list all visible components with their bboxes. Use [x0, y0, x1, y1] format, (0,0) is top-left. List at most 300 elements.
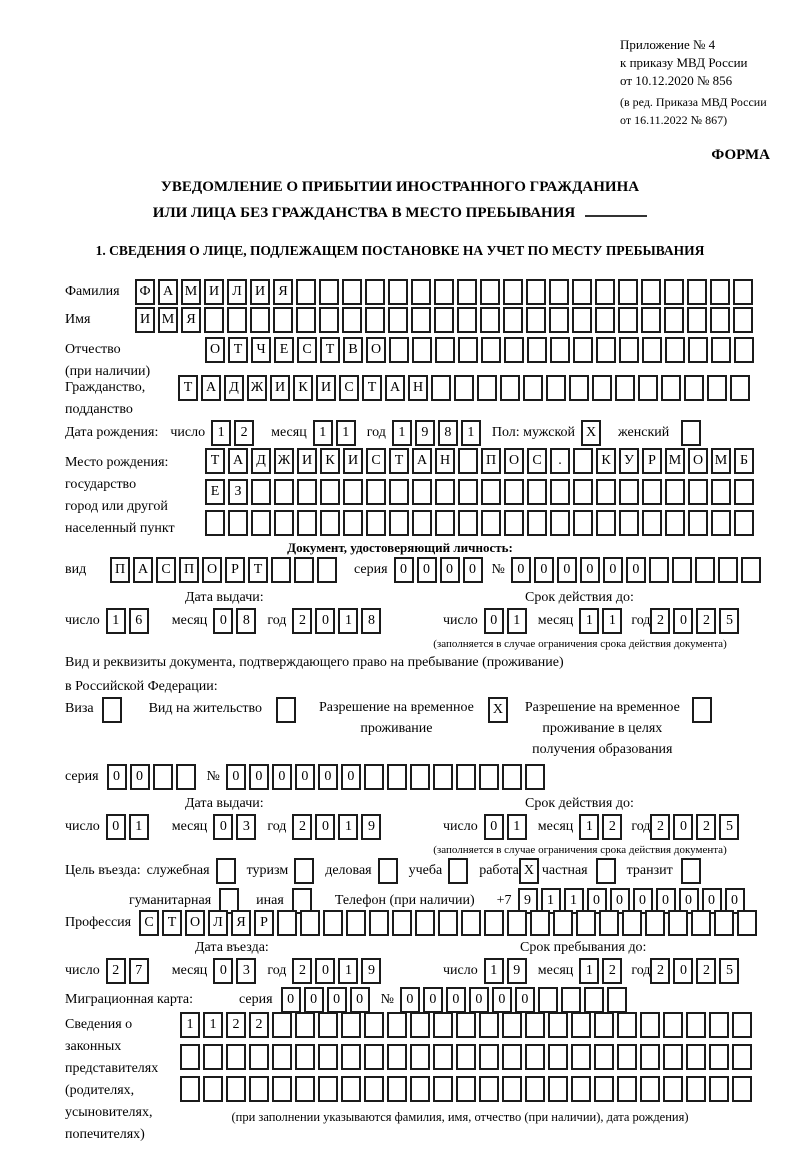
form-cell[interactable]: А	[412, 448, 432, 474]
form-cell[interactable]	[527, 479, 547, 505]
form-cell[interactable]	[203, 1076, 223, 1102]
form-cell[interactable]: 0	[633, 888, 653, 914]
form-cell[interactable]	[619, 337, 639, 363]
form-cell[interactable]: О	[366, 337, 386, 363]
form-cell[interactable]: 2	[292, 814, 312, 840]
form-cell[interactable]	[341, 1076, 361, 1102]
form-cell[interactable]	[457, 307, 477, 333]
form-cell[interactable]	[435, 479, 455, 505]
form-cell[interactable]	[641, 279, 661, 305]
form-cell[interactable]: 1	[392, 420, 412, 446]
form-cell[interactable]	[734, 479, 754, 505]
form-cell[interactable]	[415, 910, 435, 936]
form-cell[interactable]: 0	[725, 888, 745, 914]
form-cell[interactable]	[365, 307, 385, 333]
form-cell[interactable]	[645, 910, 665, 936]
form-cell[interactable]	[458, 479, 478, 505]
form-cell[interactable]: О	[688, 448, 708, 474]
form-cell[interactable]: А	[385, 375, 405, 401]
form-cell[interactable]	[364, 764, 384, 790]
form-cell[interactable]	[300, 910, 320, 936]
form-cell[interactable]	[548, 1076, 568, 1102]
form-cell[interactable]	[573, 479, 593, 505]
form-cell[interactable]	[710, 279, 730, 305]
form-cell[interactable]: 1	[484, 958, 504, 984]
form-cell[interactable]	[387, 1076, 407, 1102]
form-cell[interactable]	[454, 375, 474, 401]
form-cell[interactable]	[664, 307, 684, 333]
form-cell[interactable]	[341, 1012, 361, 1038]
form-cell[interactable]	[707, 375, 727, 401]
form-cell[interactable]: 0	[394, 557, 414, 583]
form-cell[interactable]	[640, 1076, 660, 1102]
form-cell[interactable]: С	[366, 448, 386, 474]
form-cell[interactable]: 0	[511, 557, 531, 583]
form-cell[interactable]: Л	[227, 279, 247, 305]
form-cell[interactable]	[594, 1076, 614, 1102]
form-cell[interactable]	[410, 764, 430, 790]
form-cell[interactable]: Д	[251, 448, 271, 474]
form-cell[interactable]: Т	[228, 337, 248, 363]
form-cell[interactable]: 1	[106, 608, 126, 634]
form-cell[interactable]	[546, 375, 566, 401]
form-cell[interactable]: 0	[626, 557, 646, 583]
form-cell[interactable]: 0	[281, 987, 301, 1013]
form-cell[interactable]: 0	[469, 987, 489, 1013]
form-cell[interactable]: У	[619, 448, 639, 474]
form-cell[interactable]	[378, 858, 398, 884]
form-cell[interactable]	[411, 307, 431, 333]
form-cell[interactable]	[364, 1044, 384, 1070]
form-cell[interactable]: 1	[579, 608, 599, 634]
form-cell[interactable]: С	[527, 448, 547, 474]
form-cell[interactable]: 0	[656, 888, 676, 914]
form-cell[interactable]: 8	[438, 420, 458, 446]
form-cell[interactable]: М	[158, 307, 178, 333]
form-cell[interactable]: С	[139, 910, 159, 936]
form-cell[interactable]: Т	[389, 448, 409, 474]
form-cell[interactable]	[205, 510, 225, 536]
form-cell[interactable]	[641, 307, 661, 333]
form-cell[interactable]: 1	[507, 814, 527, 840]
form-cell[interactable]	[226, 1044, 246, 1070]
form-cell[interactable]	[412, 337, 432, 363]
form-cell[interactable]: И	[135, 307, 155, 333]
form-cell[interactable]	[249, 1076, 269, 1102]
form-cell[interactable]	[618, 307, 638, 333]
form-cell[interactable]	[619, 479, 639, 505]
form-cell[interactable]	[272, 1076, 292, 1102]
form-cell[interactable]: И	[250, 279, 270, 305]
form-cell[interactable]: 1	[579, 958, 599, 984]
form-cell[interactable]: Д	[224, 375, 244, 401]
form-cell[interactable]	[663, 1012, 683, 1038]
form-cell[interactable]: 0	[610, 888, 630, 914]
form-cell[interactable]: Т	[248, 557, 268, 583]
form-cell[interactable]	[389, 479, 409, 505]
form-cell[interactable]: 0	[304, 987, 324, 1013]
form-cell[interactable]	[203, 1044, 223, 1070]
form-cell[interactable]: Я	[181, 307, 201, 333]
form-cell[interactable]	[410, 1012, 430, 1038]
form-cell[interactable]: 7	[129, 958, 149, 984]
form-cell[interactable]: 1	[313, 420, 333, 446]
form-cell[interactable]	[480, 279, 500, 305]
form-cell[interactable]	[548, 1044, 568, 1070]
form-cell[interactable]	[526, 307, 546, 333]
form-cell[interactable]	[592, 375, 612, 401]
form-cell[interactable]: Н	[435, 448, 455, 474]
form-cell[interactable]: М	[711, 448, 731, 474]
form-cell[interactable]	[484, 910, 504, 936]
form-cell[interactable]: Т	[162, 910, 182, 936]
form-cell[interactable]	[412, 479, 432, 505]
form-cell[interactable]: 2	[234, 420, 254, 446]
form-cell[interactable]: С	[156, 557, 176, 583]
form-cell[interactable]	[686, 1076, 706, 1102]
form-cell[interactable]	[640, 1044, 660, 1070]
form-cell[interactable]: А	[201, 375, 221, 401]
form-cell[interactable]: О	[504, 448, 524, 474]
form-cell[interactable]	[438, 910, 458, 936]
form-cell[interactable]: 0	[673, 608, 693, 634]
form-cell[interactable]	[433, 1076, 453, 1102]
form-cell[interactable]	[388, 307, 408, 333]
form-cell[interactable]	[737, 910, 757, 936]
form-cell[interactable]: В	[343, 337, 363, 363]
form-cell[interactable]	[642, 337, 662, 363]
form-cell[interactable]	[346, 910, 366, 936]
form-cell[interactable]: 1	[338, 814, 358, 840]
form-cell[interactable]: З	[228, 479, 248, 505]
form-cell[interactable]	[296, 279, 316, 305]
form-cell[interactable]	[549, 307, 569, 333]
form-cell[interactable]: 0	[213, 958, 233, 984]
form-cell[interactable]	[571, 1012, 591, 1038]
form-cell[interactable]	[458, 448, 478, 474]
form-cell[interactable]: Я	[231, 910, 251, 936]
form-cell[interactable]	[435, 510, 455, 536]
form-cell[interactable]	[507, 910, 527, 936]
form-cell[interactable]: К	[293, 375, 313, 401]
form-cell[interactable]: 0	[557, 557, 577, 583]
form-cell[interactable]	[102, 697, 122, 723]
form-cell[interactable]: 0	[587, 888, 607, 914]
form-cell[interactable]	[718, 557, 738, 583]
form-cell[interactable]	[525, 1044, 545, 1070]
form-cell[interactable]	[525, 1076, 545, 1102]
form-cell[interactable]	[734, 510, 754, 536]
form-cell[interactable]: А	[228, 448, 248, 474]
form-cell[interactable]	[458, 510, 478, 536]
form-cell[interactable]	[297, 479, 317, 505]
form-cell[interactable]: Т	[205, 448, 225, 474]
form-cell[interactable]: 0	[315, 608, 335, 634]
form-cell[interactable]	[456, 1044, 476, 1070]
form-cell[interactable]	[688, 337, 708, 363]
form-cell[interactable]	[686, 1044, 706, 1070]
form-cell[interactable]	[711, 337, 731, 363]
form-cell[interactable]	[319, 279, 339, 305]
form-cell[interactable]: И	[316, 375, 336, 401]
form-cell[interactable]	[572, 279, 592, 305]
form-cell[interactable]	[538, 987, 558, 1013]
form-cell[interactable]	[180, 1076, 200, 1102]
form-cell[interactable]	[228, 510, 248, 536]
form-cell[interactable]	[527, 337, 547, 363]
form-cell[interactable]	[433, 764, 453, 790]
form-cell[interactable]	[594, 1044, 614, 1070]
form-cell[interactable]	[594, 1012, 614, 1038]
form-cell[interactable]	[617, 1076, 637, 1102]
form-cell[interactable]	[665, 510, 685, 536]
form-cell[interactable]	[687, 279, 707, 305]
form-cell[interactable]: Ж	[247, 375, 267, 401]
form-cell[interactable]	[525, 764, 545, 790]
form-cell[interactable]	[502, 1076, 522, 1102]
form-cell[interactable]	[732, 1044, 752, 1070]
form-cell[interactable]	[549, 279, 569, 305]
form-cell[interactable]	[622, 910, 642, 936]
form-cell[interactable]	[434, 279, 454, 305]
form-cell[interactable]: 9	[415, 420, 435, 446]
form-cell[interactable]	[569, 375, 589, 401]
form-cell[interactable]	[681, 858, 701, 884]
form-cell[interactable]: 1	[564, 888, 584, 914]
form-cell[interactable]	[274, 510, 294, 536]
form-cell[interactable]	[323, 910, 343, 936]
form-cell[interactable]: 9	[518, 888, 538, 914]
form-cell[interactable]	[504, 479, 524, 505]
form-cell[interactable]	[318, 1044, 338, 1070]
form-cell[interactable]: П	[481, 448, 501, 474]
form-cell[interactable]	[550, 479, 570, 505]
form-cell[interactable]: Р	[225, 557, 245, 583]
form-cell[interactable]	[502, 1044, 522, 1070]
form-cell[interactable]	[458, 337, 478, 363]
form-cell[interactable]	[479, 764, 499, 790]
form-cell[interactable]: И	[297, 448, 317, 474]
form-cell[interactable]	[681, 420, 701, 446]
form-cell[interactable]	[596, 858, 616, 884]
form-cell[interactable]	[433, 1044, 453, 1070]
form-cell[interactable]: О	[205, 337, 225, 363]
form-cell[interactable]	[204, 307, 224, 333]
form-cell[interactable]	[410, 1076, 430, 1102]
form-cell[interactable]	[434, 307, 454, 333]
form-cell[interactable]: 0	[226, 764, 246, 790]
form-cell[interactable]: П	[179, 557, 199, 583]
form-cell[interactable]: 8	[361, 608, 381, 634]
form-cell[interactable]	[431, 375, 451, 401]
form-cell[interactable]: С	[297, 337, 317, 363]
form-cell[interactable]	[526, 279, 546, 305]
form-cell[interactable]	[317, 557, 337, 583]
form-cell[interactable]	[387, 764, 407, 790]
form-cell[interactable]	[530, 910, 550, 936]
form-cell[interactable]: 1	[211, 420, 231, 446]
form-cell[interactable]	[661, 375, 681, 401]
form-cell[interactable]: 0	[315, 814, 335, 840]
form-cell[interactable]	[251, 479, 271, 505]
form-cell[interactable]: 0	[249, 764, 269, 790]
form-cell[interactable]: 0	[213, 814, 233, 840]
form-cell[interactable]	[709, 1076, 729, 1102]
form-cell[interactable]	[435, 337, 455, 363]
form-cell[interactable]	[619, 510, 639, 536]
form-cell[interactable]: 1	[338, 958, 358, 984]
form-cell[interactable]	[649, 557, 669, 583]
form-cell[interactable]	[711, 510, 731, 536]
form-cell[interactable]: 2	[602, 958, 622, 984]
form-cell[interactable]	[295, 1044, 315, 1070]
form-cell[interactable]: 0	[107, 764, 127, 790]
form-cell[interactable]	[456, 1012, 476, 1038]
form-cell[interactable]	[553, 910, 573, 936]
form-cell[interactable]	[732, 1012, 752, 1038]
form-cell[interactable]	[584, 987, 604, 1013]
form-cell[interactable]	[711, 479, 731, 505]
form-cell[interactable]	[576, 910, 596, 936]
form-cell[interactable]	[319, 307, 339, 333]
form-cell[interactable]	[364, 1012, 384, 1038]
form-cell[interactable]: 0	[272, 764, 292, 790]
form-cell[interactable]: О	[202, 557, 222, 583]
form-cell[interactable]	[615, 375, 635, 401]
form-cell[interactable]	[479, 1044, 499, 1070]
form-cell[interactable]: 0	[318, 764, 338, 790]
form-cell[interactable]	[642, 479, 662, 505]
form-cell[interactable]: А	[133, 557, 153, 583]
form-cell[interactable]: Л	[208, 910, 228, 936]
form-cell[interactable]	[271, 557, 291, 583]
form-cell[interactable]: 0	[484, 814, 504, 840]
form-cell[interactable]	[320, 479, 340, 505]
form-cell[interactable]: 0	[515, 987, 535, 1013]
form-cell[interactable]: 0	[327, 987, 347, 1013]
form-cell[interactable]: .	[550, 448, 570, 474]
form-cell[interactable]	[388, 279, 408, 305]
form-cell[interactable]	[695, 557, 715, 583]
form-cell[interactable]: С	[339, 375, 359, 401]
form-cell[interactable]	[481, 337, 501, 363]
form-cell[interactable]	[277, 910, 297, 936]
form-cell[interactable]: 0	[341, 764, 361, 790]
form-cell[interactable]	[500, 375, 520, 401]
form-cell[interactable]	[595, 279, 615, 305]
form-cell[interactable]: Р	[642, 448, 662, 474]
form-cell[interactable]	[692, 697, 712, 723]
form-cell[interactable]	[709, 1044, 729, 1070]
form-cell[interactable]	[709, 1012, 729, 1038]
form-cell[interactable]	[249, 1044, 269, 1070]
form-cell[interactable]: 0	[315, 958, 335, 984]
form-cell[interactable]: 2	[226, 1012, 246, 1038]
form-cell[interactable]: 0	[295, 764, 315, 790]
form-cell[interactable]	[502, 1012, 522, 1038]
form-cell[interactable]: 1	[336, 420, 356, 446]
form-cell[interactable]	[343, 510, 363, 536]
form-cell[interactable]: 1	[129, 814, 149, 840]
form-cell[interactable]	[318, 1012, 338, 1038]
form-cell[interactable]: Е	[274, 337, 294, 363]
form-cell[interactable]	[573, 448, 593, 474]
form-cell[interactable]: 2	[696, 814, 716, 840]
form-cell[interactable]	[272, 1012, 292, 1038]
form-cell[interactable]: К	[320, 448, 340, 474]
form-cell[interactable]	[710, 307, 730, 333]
form-cell[interactable]	[433, 1012, 453, 1038]
form-cell[interactable]	[364, 1076, 384, 1102]
form-cell[interactable]	[176, 764, 196, 790]
form-cell[interactable]	[618, 279, 638, 305]
form-cell[interactable]	[741, 557, 761, 583]
form-cell[interactable]	[387, 1044, 407, 1070]
form-cell[interactable]: X	[519, 858, 539, 884]
form-cell[interactable]: 0	[534, 557, 554, 583]
form-cell[interactable]	[480, 307, 500, 333]
form-cell[interactable]: М	[665, 448, 685, 474]
form-cell[interactable]: 3	[236, 958, 256, 984]
form-cell[interactable]: 0	[446, 987, 466, 1013]
form-cell[interactable]	[389, 337, 409, 363]
form-cell[interactable]	[732, 1076, 752, 1102]
form-cell[interactable]	[296, 307, 316, 333]
form-cell[interactable]	[688, 510, 708, 536]
form-cell[interactable]: Т	[178, 375, 198, 401]
form-cell[interactable]: 0	[106, 814, 126, 840]
form-cell[interactable]: И	[270, 375, 290, 401]
form-cell[interactable]: 2	[650, 814, 670, 840]
form-cell[interactable]: Р	[254, 910, 274, 936]
form-cell[interactable]: 0	[417, 557, 437, 583]
form-cell[interactable]: Е	[205, 479, 225, 505]
form-cell[interactable]	[153, 764, 173, 790]
form-cell[interactable]	[410, 1044, 430, 1070]
form-cell[interactable]: 0	[213, 608, 233, 634]
form-cell[interactable]	[595, 307, 615, 333]
form-cell[interactable]	[638, 375, 658, 401]
form-cell[interactable]	[250, 307, 270, 333]
form-cell[interactable]: 1	[180, 1012, 200, 1038]
form-cell[interactable]: 1	[541, 888, 561, 914]
form-cell[interactable]	[479, 1076, 499, 1102]
form-cell[interactable]	[272, 1044, 292, 1070]
form-cell[interactable]	[411, 279, 431, 305]
form-cell[interactable]: 2	[696, 608, 716, 634]
form-cell[interactable]	[561, 987, 581, 1013]
form-cell[interactable]	[343, 479, 363, 505]
form-cell[interactable]	[668, 910, 688, 936]
form-cell[interactable]	[448, 858, 468, 884]
form-cell[interactable]	[573, 510, 593, 536]
form-cell[interactable]: О	[185, 910, 205, 936]
form-cell[interactable]: 0	[484, 608, 504, 634]
form-cell[interactable]	[369, 910, 389, 936]
form-cell[interactable]: 5	[719, 958, 739, 984]
form-cell[interactable]: 0	[130, 764, 150, 790]
form-cell[interactable]: 0	[350, 987, 370, 1013]
form-cell[interactable]	[479, 1012, 499, 1038]
form-cell[interactable]: 1	[507, 608, 527, 634]
form-cell[interactable]	[297, 510, 317, 536]
form-cell[interactable]	[688, 479, 708, 505]
form-cell[interactable]	[665, 337, 685, 363]
form-cell[interactable]	[663, 1076, 683, 1102]
form-cell[interactable]: 2	[249, 1012, 269, 1038]
form-cell[interactable]: 0	[702, 888, 722, 914]
form-cell[interactable]: 0	[673, 958, 693, 984]
